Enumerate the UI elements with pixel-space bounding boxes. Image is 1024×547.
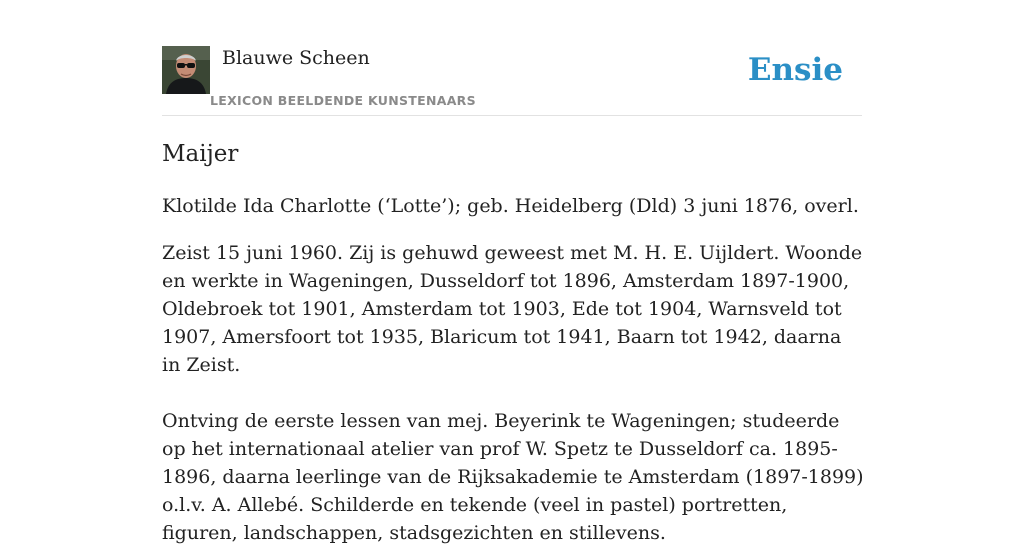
biography-paragraph: Zeist 15 juni 1960. Zij is gehuwd geweest met M. H. E. Uijldert. Woonde en werkte in Wageningen, Dusseldorf tot 1896, Amsterdam 1897-1900, Oldebroek tot 1901, Amsterdam tot 1903, Ede tot 1904, Warnsveld tot 1907, Amersfoort tot 1935, Blaricum tot 1941, Baarn tot 1942, daarna in Zeist. [162,242,863,376]
ensie-logo[interactable]: Ensie [747,52,843,88]
avatar-portrait-image [162,46,210,94]
header-divider [162,115,862,116]
article-body [162,192,864,547]
category-label[interactable]: LEXICON BEELDENDE KUNSTENAARS [210,93,476,108]
author-name[interactable]: Blauwe Scheen [222,47,370,69]
header [162,46,862,116]
page-title: Maijer [162,141,239,167]
training-paragraph: Ontving de eerste lessen van mej. Beyerink te Wageningen; studeerde op het internationaal atelier van prof W. Spetz te Dusseldorf ca. 1895-1896, daarna leerlinge van de Rijksakademie te Amsterdam (1897-1899) o.l.v. A. Allebé. Schilderde en tekende (veel in pastel) portretten, figuren, landschappen, stadsgezichten en stillevens. [162,410,864,544]
avatar[interactable] [162,46,210,94]
intro-paragraph: Klotilde Ida Charlotte (‘Lotte’); geb. Heidelberg (Dld) 3 juni 1876, overl. [162,195,859,217]
